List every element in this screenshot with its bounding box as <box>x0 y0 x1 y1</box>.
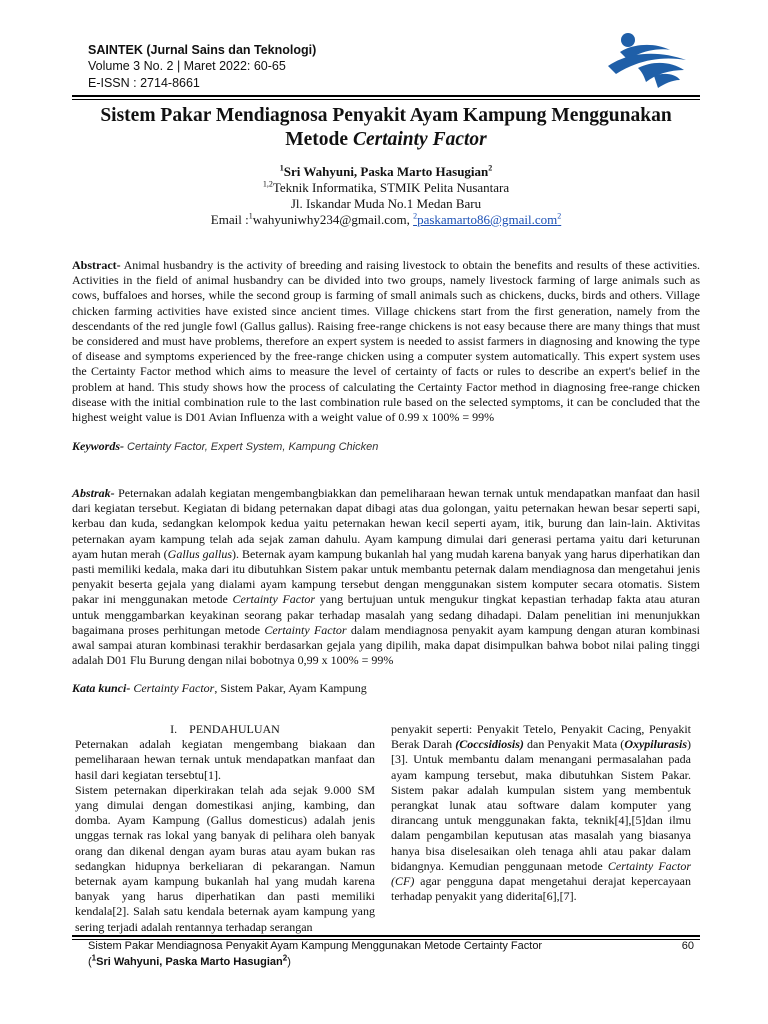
keywords-label: Keywords- <box>72 439 124 453</box>
right-text-1: penyakit seperti: Penyakit Tetelo, Penyakit Cacing, Penyakit Berak Darah <box>391 722 691 752</box>
page-number: 60 <box>681 940 694 952</box>
author-names: Sri Wahyuni, Paska Marto Hasugian <box>283 164 489 179</box>
journal-logo-icon <box>598 26 694 92</box>
abstract-en <box>72 258 700 425</box>
abstrak-text-3: yang bertujuan untuk mengukur tingkat kepastian terhadap fakta atau aturan untuk menggambarkan keyakinan seorang pakar terhadap masalah yang sedang dihadapi. Dalam penelitian ini menunjukkan bagaimana proses perhitungan metode <box>72 592 700 637</box>
abstract-id <box>72 486 700 668</box>
abstrak-italic-3: Certainty Factor <box>264 622 347 637</box>
kata-kunci-label: Kata kunci- <box>72 681 131 695</box>
right-bold-italic-1: (Coccsidiosis) <box>455 737 524 752</box>
address: Jl. Iskandar Muda No.1 Medan Baru <box>290 196 482 211</box>
email-sep: , <box>406 212 414 227</box>
footer-author-names: Sri Wahyuni, Paska Marto Hasugian <box>96 956 283 968</box>
email2-sup: 2 <box>413 211 418 221</box>
email-line <box>72 212 700 228</box>
email-label: Email : <box>210 212 249 227</box>
affil-sup: 1,2 <box>262 179 273 189</box>
footer-authors <box>88 954 700 970</box>
body-right-column <box>391 722 691 904</box>
email2-sup-end: 2 <box>557 211 562 221</box>
footer-rule <box>72 935 700 937</box>
title-prefix: Metode <box>285 129 353 150</box>
abstract-text: Animal husbandry is the activity of breeding and raising livestock to obtain the benefits and results of these activities. Activities in the field of animal husbandry can be divided into two groups, namely livestock farming of large animals such as cows, buffaloes and horses, while the second group is farming of small animals such as chickens, ducks, birds and others. Village chicken farming activities have existed since ancient times. Village chickens start from the first generation, namely from the descendants of the red jungle fowl (Gallus gallus). Raising free-range chickens is not easy because there are many things that must be considered and must have problems, therefore an expert system is needed to assist farmers in diagnosing and knowing the type of disease and symptoms experienced by the free-range chicken using a computer system automatically. This expert system uses the Certainty Factor method which aims to measure the level of certainty of facts or rules to describe an expert's belief in the problem at hand. This study shows how the process of calculating the Certainty Factor method in diagnosing free-range chicken disease with the initial combination rule to the last combination rule based on the selected symptoms, it can be concluded that the highest weight value is D01 Avian Influenza with a weight value of 0.99 x 100% = 99% <box>72 258 700 425</box>
right-paragraph <box>391 722 691 904</box>
footer-paren-close: ) <box>287 956 291 968</box>
journal-volume: Volume 3 No. 2 | Maret 2022: 60-65 <box>88 59 286 73</box>
footer-sup-2: 2 <box>282 953 288 963</box>
author-sup-2: 2 <box>488 163 493 173</box>
right-italic-1: Certainty Factor (CF) <box>391 858 691 889</box>
footer-sup-1: 1 <box>91 953 97 963</box>
abstrak-text-4: dalam mendiagnosa penyakit ayam kampung dengan aturan kombinasi awal sampai aturan kombinasi terakhir berdasarkan gejala yang dipilih, maka dapat disimpulkan bahwa bobot nilai paling tinggi adalah D01 Flu Burung dengan nilai bobotnya 0,99 x 100% = 99% <box>72 622 700 668</box>
kata-kunci-italic: Certainty Factor <box>130 681 215 695</box>
paper-title <box>72 104 700 152</box>
kata-kunci-text: , Sistem Pakar, Ayam Kampung <box>214 681 367 695</box>
body-left-column <box>75 722 375 935</box>
abstrak-text-1: Peternakan adalah kegiatan mengembangbiakkan dan pemeliharaan hewan ternak untuk mendapatkan manfaat dan hasil dari kegiatan tersebut. Kegiatan di bidang peternakan dapat dibagi atas dua golongan, yaitu peternakan hewan besar seperti sapi, kerbau dan kuda, sedangkan kelompok kedua yaitu peternakan hewan kecil seperti ayam, itik, burung dan lain-lain. Aktivitas peternakan ayam kampung telah ada sejak zaman dahulu. Ayam kampung dimulai dari generasi pertama yaitu dari keturunan ayam hutan merah ( <box>72 486 700 561</box>
page-footer <box>88 938 700 970</box>
keywords-en <box>72 439 700 455</box>
affiliation-block <box>72 180 700 228</box>
affiliation-text: Teknik Informatika, STMIK Pelita Nusantara <box>272 180 510 195</box>
keywords-id <box>72 681 700 696</box>
right-text-4: agar pengguna dapat mengetahui derajat kepercayaan terhadap penyakit yang diderita[6],[7]. <box>391 874 691 904</box>
section-heading: I. PENDAHULUAN <box>170 722 280 736</box>
header-rule <box>72 95 700 97</box>
abstrak-label: Abstrak- <box>72 486 115 500</box>
abstrak-text-2: ). Beternak ayam kampung bukanlah hal yang mudah karena banyak yang harus diperhatikan dan pasti memiliki kedala, maka dari itu dibutuhkan Sistem pakar untuk membantu peternak dalam mendiagnosa dan mengetahui jenis penyakit beserta gejala yang dialami ayam kampung tersebut dengan menggunakan sistem komputer secara otomatis. Sistem pakar ini menggunakan metode <box>72 546 701 607</box>
abstract-label: Abstract- <box>72 258 121 272</box>
journal-header <box>88 42 316 92</box>
author-line <box>72 164 700 180</box>
title-line-1: Sistem Pakar Mendiagnosa Penyakit Ayam Kampung Menggunakan <box>100 105 672 126</box>
email-1[interactable]: wahyuniwhy234@gmail.com <box>252 212 407 227</box>
email-2: paskamarto86@gmail.com <box>417 212 558 227</box>
abstrak-italic-1: Gallus gallus <box>167 546 233 561</box>
left-paragraph-2: Sistem peternakan diperkirakan telah ada sejak 9.000 SM yang dimulai dengan domestikasi anjing, kambing, dan domba. Ayam Kampung (Gallus domesticus) adalah jenis unggas ternak ras lokal yang banyak di pelihara oleh banyak orang dan dikenal dengan ayam buras atau ayam bukan ras sedangkan hidupnya berkeliaran di pekarangan. Namun beternak ayam kampung bukanlah hal yang mudah karena banyak yang harus diperhatikan dan pasti memiliki kendala[2]. Salah satu kendala beternak ayam kampung yang sering terjadi adalah rentannya terhadap serangan <box>75 782 375 934</box>
author-sup-1: 1 <box>279 163 284 173</box>
title-italic: Certainty Factor <box>352 129 487 150</box>
email1-sup: 1 <box>248 211 253 221</box>
abstrak-italic-2: Certainty Factor <box>232 592 316 607</box>
header-rule-thin <box>72 99 700 100</box>
right-text-3: )[3]. Untuk membantu dalam menangani permasalahan pada ayam kampung tersebut, maka dibutuhkan Sistem Pakar. Sistem pakar adalah kumpulan sistem yang membentuk perangkat lunak atau software dalam komputer yang dirancang untuk menggunakan fakta, teknik[4],[5]dan ilmu dalam pengambilan keputusan atas masalah yang biasanya hanya bisa diselesaikan oleh tenaga ahli atau pakar dalam bidangnya. Kemudian penggunaan metode <box>391 737 691 873</box>
right-bold-italic-2: Oxypilurasis <box>624 737 687 752</box>
right-text-2: dan Penyakit Mata ( <box>523 737 625 752</box>
journal-issn: E-ISSN : 2714-8661 <box>88 76 200 90</box>
left-paragraph-1: Peternakan adalah kegiatan mengembang biakaan dan pemeliharaan hewan ternak untuk mendapatkan manfaat dan hasil dari kegiatan tersebtu[1]. <box>75 737 375 782</box>
keywords-text: Certainty Factor, Expert System, Kampung Chicken <box>124 441 379 453</box>
journal-name: SAINTEK (Jurnal Sains dan Teknologi) <box>88 43 317 57</box>
title-line-2 <box>72 128 700 152</box>
email-2-link[interactable] <box>413 212 561 227</box>
affiliation <box>72 180 700 196</box>
footer-title: Sistem Pakar Mendiagnosa Penyakit Ayam Kampung Menggunakan Metode Certainty Factor <box>88 940 543 952</box>
footer-paren-open: ( <box>88 956 92 968</box>
